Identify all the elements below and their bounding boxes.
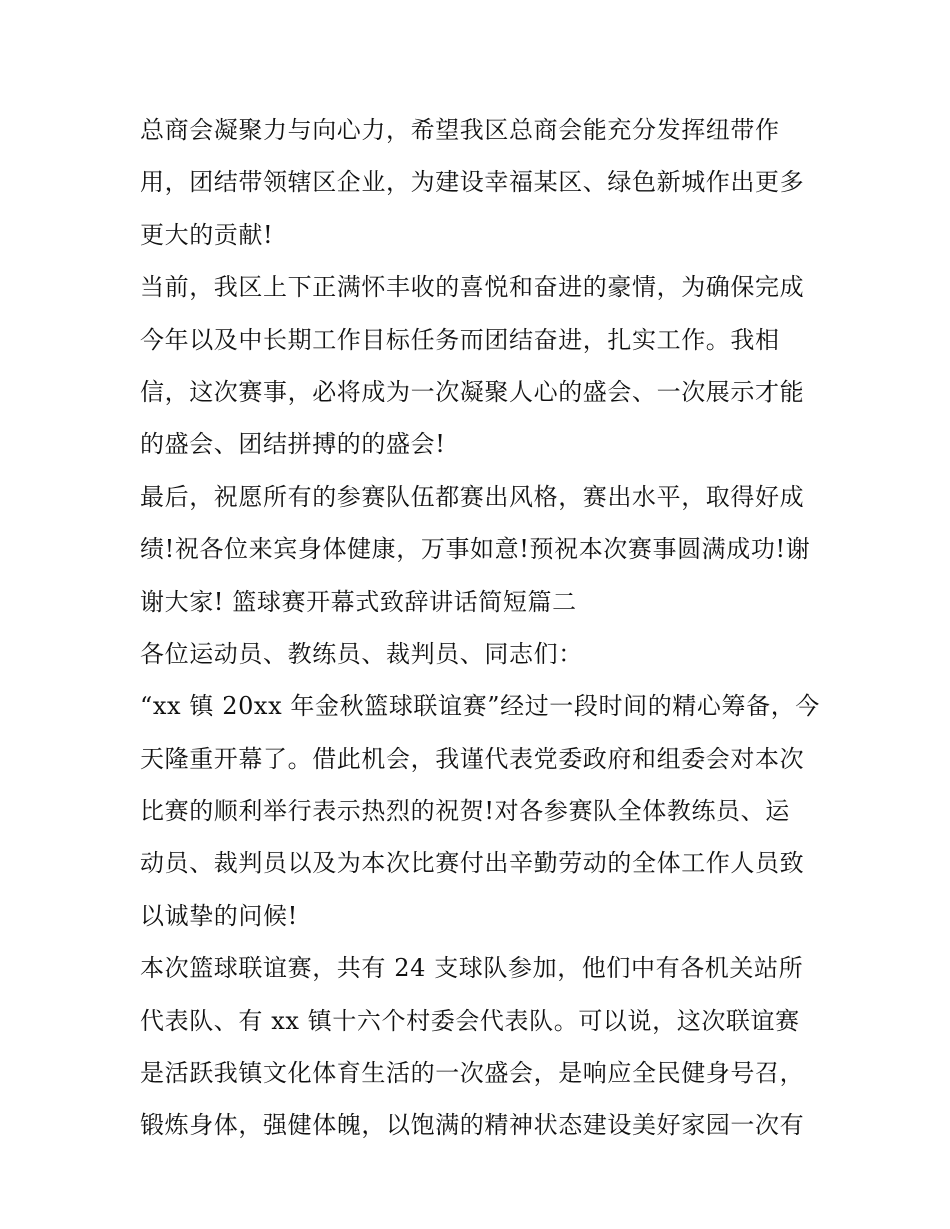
text-line: 绩!祝各位来宾身体健康，万事如意!预祝本次赛事圆满成功!谢 xyxy=(140,535,811,564)
text-line: 谢大家! 篮球赛开幕式致辞讲话简短篇二 xyxy=(140,587,577,616)
text-line: 用，团结带领辖区企业，为建设幸福某区、绿色新城作出更多 xyxy=(140,168,805,197)
text-line: “xx 镇 20xx 年金秋篮球联谊赛”经过一段时间的精心筹备，今 xyxy=(140,692,820,721)
text-line: 比赛的顺利举行表示热烈的祝贺!对各参赛队全体教练员、运 xyxy=(140,797,790,826)
text-line: 锻炼身体，强健体魄，以饱满的精神状态建设美好家园一次有 xyxy=(140,1111,805,1140)
text-line: 各位运动员、教练员、裁判员、同志们： xyxy=(140,639,583,668)
text-line: 信，这次赛事，必将成为一次凝聚人心的盛会、一次展示才能 xyxy=(140,377,805,406)
text-line: 是活跃我镇文化体育生活的一次盛会，是响应全民健身号召， xyxy=(140,1059,805,1088)
text-line: 动员、裁判员以及为本次比赛付出辛勤劳动的全体工作人员致 xyxy=(140,849,805,878)
text-line: 更大的贡献! xyxy=(140,220,274,249)
text-line: 代表队、有 xx 镇十六个村委会代表队。可以说，这次联谊赛 xyxy=(140,1006,800,1035)
text-line: 天隆重开幕了。借此机会，我谨代表党委政府和组委会对本次 xyxy=(140,744,805,773)
text-line: 最后，祝愿所有的参赛队伍都赛出风格，赛出水平，取得好成 xyxy=(140,482,805,511)
text-line: 当前，我区上下正满怀丰收的喜悦和奋进的豪情，为确保完成 xyxy=(140,273,805,302)
text-line: 今年以及中长期工作目标任务而团结奋进，扎实工作。我相 xyxy=(140,325,780,354)
text-line: 以诚挚的问候! xyxy=(140,901,298,930)
text-line: 的盛会、团结拼搏的的盛会! xyxy=(140,430,446,459)
text-line: 总商会凝聚力与向心力，希望我区总商会能充分发挥纽带作 xyxy=(140,116,780,144)
document-body xyxy=(140,104,820,1152)
text-line: 本次篮球联谊赛，共有 24 支球队参加，他们中有各机关站所 xyxy=(140,954,804,983)
